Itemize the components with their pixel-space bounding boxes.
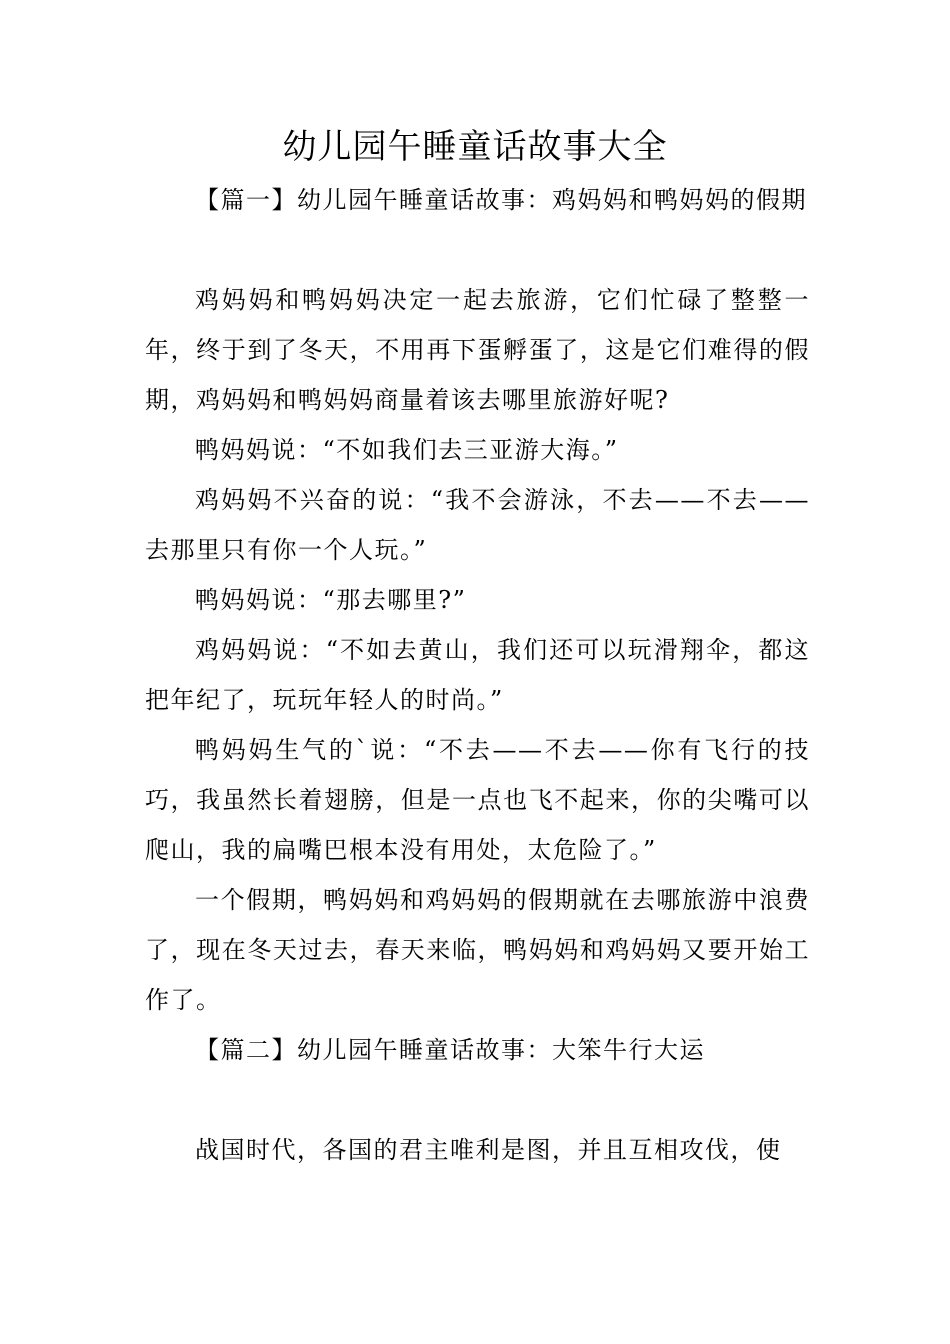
section-heading: 【篇二】幼儿园午睡童话故事：大笨牛行大运 — [195, 1036, 705, 1064]
paragraph: 鸡妈妈不兴奋的说：“我不会游泳，不去——不去——去那里只有你一个人玩。” — [145, 486, 810, 564]
blank-line — [145, 225, 810, 275]
paragraph: 鸡妈妈说：“不如去黄山，我们还可以玩滑翔伞，都这把年纪了，玩玩年轻人的时尚。” — [145, 636, 810, 714]
section-heading: 【篇一】幼儿园午睡童话故事：鸡妈妈和鸭妈妈的假期 — [195, 186, 807, 214]
paragraph: 一个假期，鸭妈妈和鸡妈妈的假期就在去哪旅游中浪费了，现在冬天过去，春天来临，鸭妈妈和鸡妈妈又要开始工作了。 — [145, 886, 810, 1014]
paragraph: 鸭妈妈说：“不如我们去三亚游大海。” — [195, 436, 619, 464]
paragraph: 鸭妈妈说：“那去哪里?” — [195, 586, 467, 614]
document-title: 幼儿园午睡童话故事大全 — [282, 127, 668, 167]
paragraph: 鸡妈妈和鸭妈妈决定一起去旅游，它们忙碌了整整一年，终于到了冬天，不用再下蛋孵蛋了，这是它们难得的假期，鸡妈妈和鸭妈妈商量着该去哪里旅游好呢? — [145, 286, 810, 414]
blank-line — [145, 1075, 810, 1125]
paragraph: 战国时代，各国的君主唯利是图，并且互相攻伐，使 — [195, 1136, 782, 1164]
document-body — [145, 175, 810, 1175]
paragraph: 鸭妈妈生气的`说：“不去——不去——你有飞行的技巧，我虽然长着翅膀，但是一点也飞不起来，你的尖嘴可以爬山，我的扁嘴巴根本没有用处，太危险了。” — [145, 736, 810, 864]
